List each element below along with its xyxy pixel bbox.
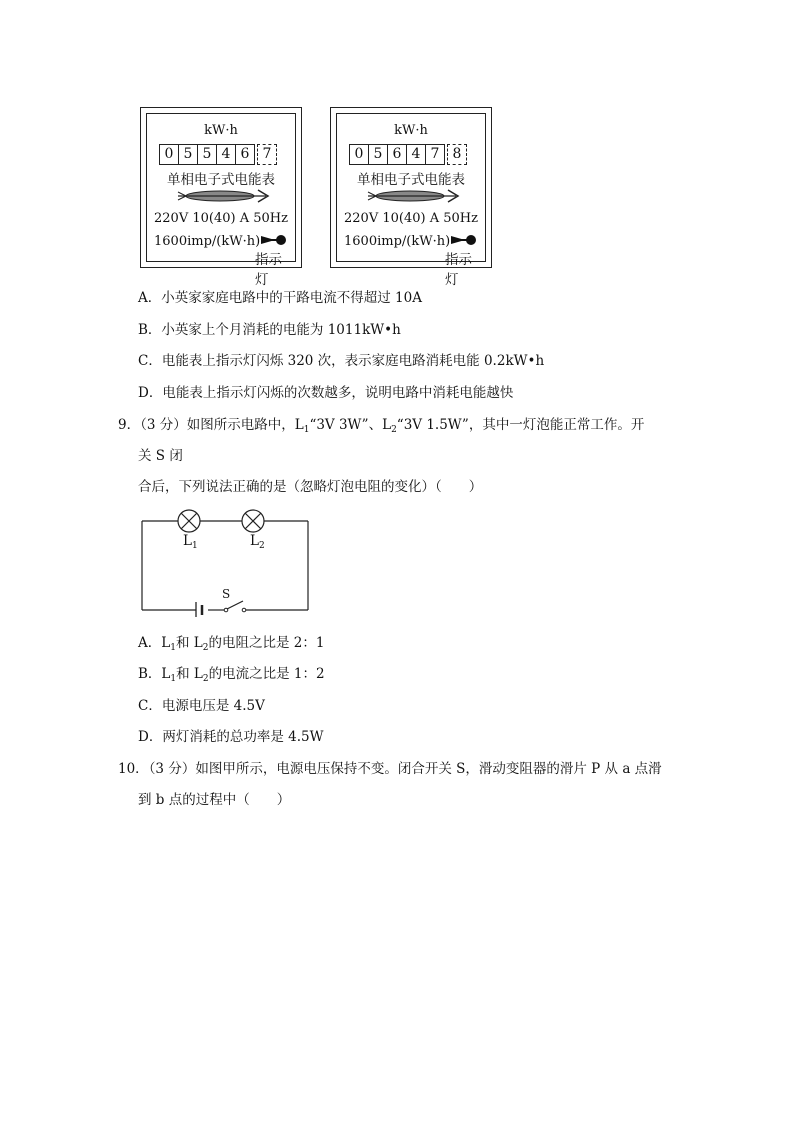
meter-digit: 5: [368, 144, 388, 165]
question-score: （3 分）: [148, 761, 196, 777]
lamp-l1-label: [183, 532, 198, 555]
lamp-l1-icon: [178, 510, 200, 532]
indicator-label: 指示灯: [255, 252, 282, 288]
q8-option-a: A．小英家家庭电路中的干路电流不得超过 10A: [138, 290, 422, 306]
meter-rating: 220V 10(40) A 50Hz: [154, 211, 288, 226]
subscript: 1: [170, 674, 177, 684]
stem-text: 如图所示电路中，L: [186, 417, 304, 433]
indicator-lamp-icon: [451, 233, 477, 247]
meter-digit: 6: [235, 144, 255, 165]
battery-icon: [196, 602, 202, 617]
q9-option-c: C．电源电压是 4.5V: [138, 698, 265, 714]
meter-impulse: 1600imp/(kW·h): [344, 234, 451, 249]
lamp-l2-label: [250, 532, 265, 555]
subscript: 2: [202, 643, 209, 653]
q9-stem-line3: 合后，下列说法正确的是（忽略灯泡电阻的变化）（ ）: [138, 479, 483, 495]
subscript: 1: [191, 541, 198, 551]
rotor-arrow-icon: [366, 188, 462, 204]
q9-option-a: [138, 634, 324, 657]
meter-digits: [160, 144, 277, 165]
meter-digit: 0: [349, 144, 369, 165]
meter-impulse: 1600imp/(kW·h): [154, 234, 261, 249]
option-text: 的电流之比是 1：2: [208, 666, 325, 682]
meter-unit: kW·h: [204, 123, 238, 138]
meter-type-label: 单相电子式电能表: [357, 172, 465, 188]
stem-text: “3V 1.5W”，其中一灯泡能正常工作。开: [396, 417, 645, 433]
stem-text: 如图甲所示，电源电压保持不变。闭合开关 S，滑动变阻器的滑片 P 从 a 点滑: [195, 761, 662, 777]
q10-stem-line2: 到 b 点的过程中（ ）: [138, 792, 291, 808]
q9-option-b: [138, 665, 325, 688]
electric-meter-2: [330, 107, 492, 288]
option-text: B．L: [138, 666, 171, 682]
subscript: 2: [258, 541, 265, 551]
rotor-arrow-icon: [176, 188, 272, 204]
meter-panel: [336, 113, 486, 288]
lamp-l2-icon: [242, 510, 264, 532]
meter-decimal-digit: 7: [257, 144, 277, 165]
meter-digit: 4: [216, 144, 236, 165]
label-text: L: [250, 533, 259, 549]
stem-text: “3V 3W”、L: [309, 417, 392, 433]
label-text: L: [183, 533, 192, 549]
indicator-label: 指示灯: [445, 252, 472, 288]
q9-option-d: D．两灯消耗的总功率是 4.5W: [138, 729, 324, 745]
meter-digit: 5: [178, 144, 198, 165]
meter-unit: kW·h: [394, 123, 428, 138]
option-text: 和 L: [175, 635, 203, 651]
option-text: 的电阻之比是 2：1: [208, 635, 325, 651]
q8-option-c: C．电能表上指示灯闪烁 320 次，表示家庭电路消耗电能 0.2kW•h: [138, 353, 545, 369]
meter-digit: 0: [159, 144, 179, 165]
question-number: 10．: [118, 761, 149, 777]
q10-stem-line1: [118, 760, 662, 778]
q8-option-b: B．小英家上个月消耗的电能为 1011kW•h: [138, 322, 401, 338]
question-number: 9．: [118, 417, 141, 433]
q9-stem-line1: [118, 416, 644, 439]
meter-digit: 4: [406, 144, 426, 165]
meter-digits: [350, 144, 467, 165]
meter-panel: [146, 113, 296, 288]
option-text: 和 L: [176, 666, 203, 682]
switch-label: S: [222, 587, 231, 601]
indicator-lamp-icon: [261, 233, 287, 247]
subscript: 2: [202, 674, 209, 684]
meter-rating: 220V 10(40) A 50Hz: [344, 211, 478, 226]
option-text: A．L: [138, 635, 171, 651]
subscript: 2: [391, 425, 397, 435]
meter-type-label: 单相电子式电能表: [167, 172, 275, 188]
electric-meter-1: [140, 107, 302, 288]
q8-option-d: D．电能表上指示灯闪烁的次数越多，说明电路中消耗电能越快: [138, 385, 514, 401]
q9-stem-line2: 关 S 闭: [138, 448, 183, 464]
subscript: 1: [170, 643, 176, 653]
question-score: （3 分）: [140, 417, 187, 433]
meter-digit: 6: [387, 144, 407, 165]
subscript: 1: [303, 425, 310, 435]
meter-digit: 5: [197, 144, 217, 165]
meter-decimal-digit: 8: [447, 144, 467, 165]
meter-digit: 7: [425, 144, 445, 165]
